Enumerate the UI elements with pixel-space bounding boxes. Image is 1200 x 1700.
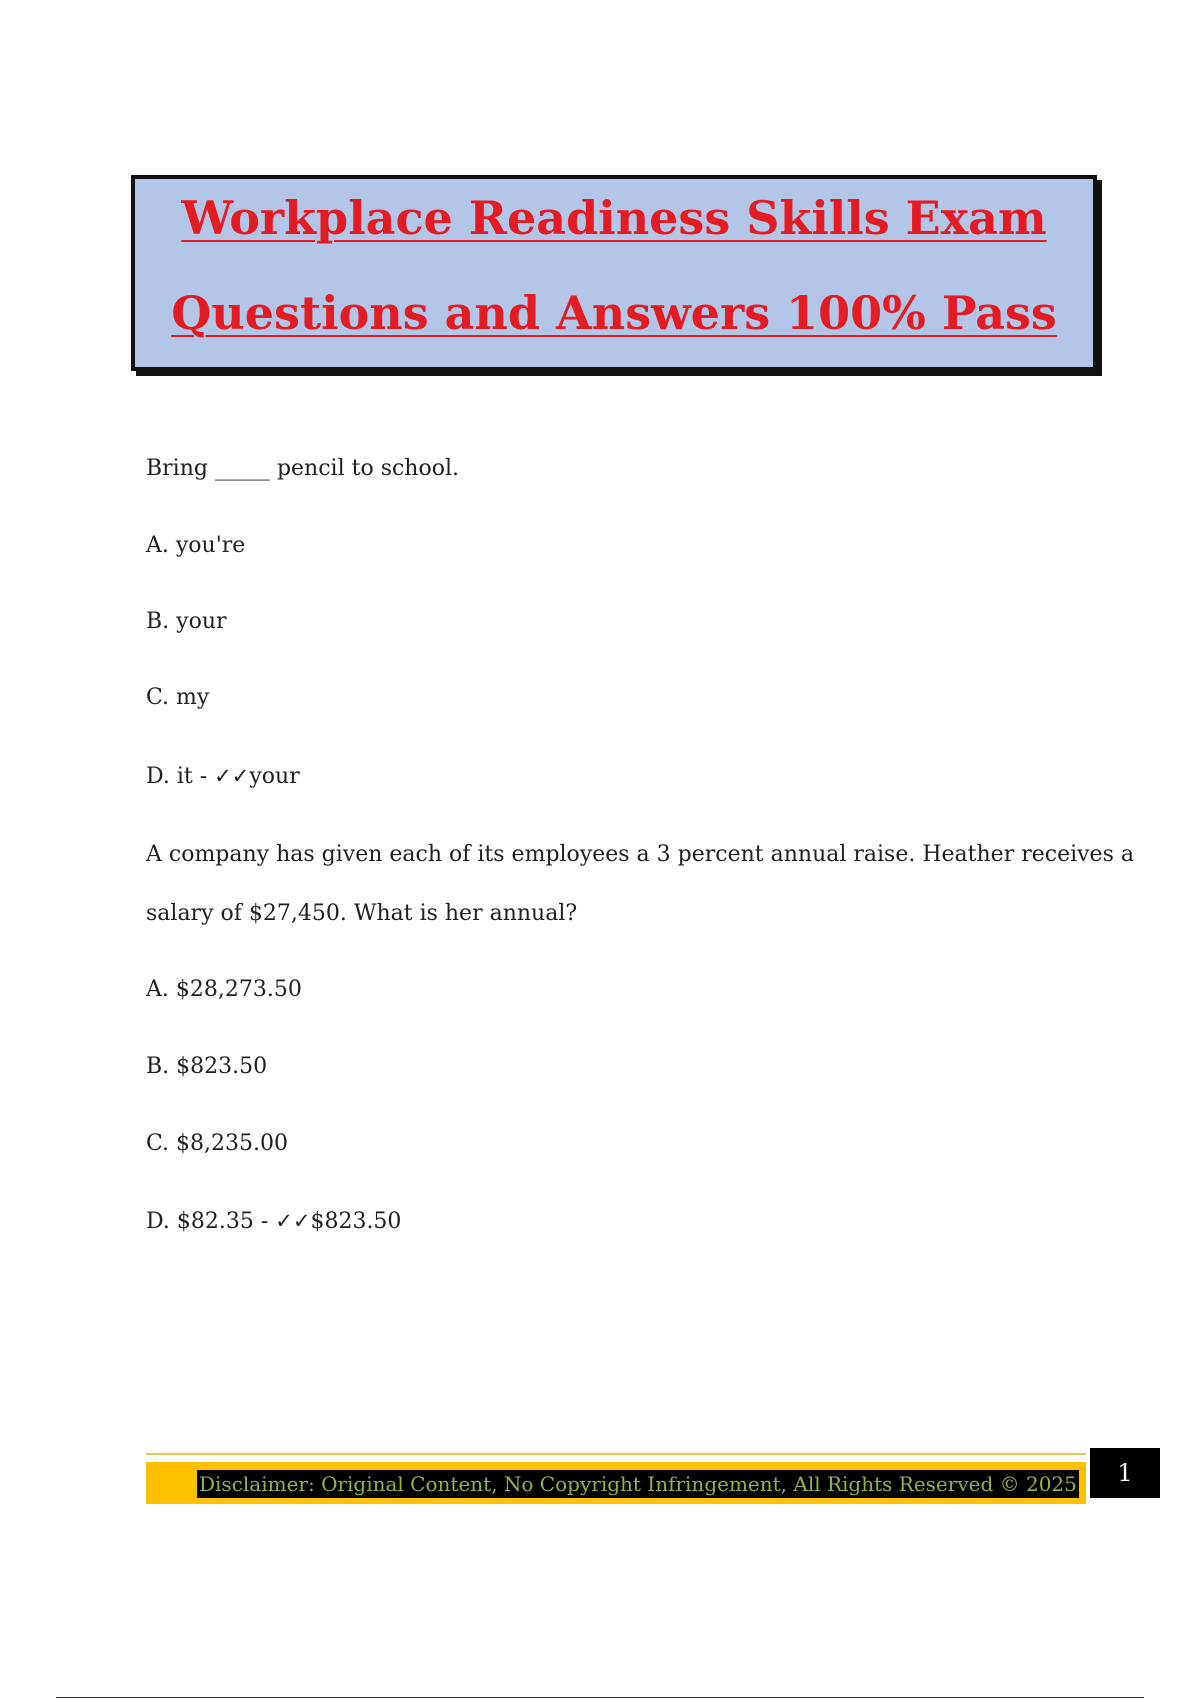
question-2-answer: $823.50	[310, 1209, 402, 1234]
question-2-option-a: A. $28,273.50	[146, 977, 302, 1002]
footer-divider	[146, 1453, 1086, 1455]
question-1-prompt: Bring _____ pencil to school.	[146, 456, 459, 481]
question-1-option-b: B. your	[146, 609, 227, 634]
question-1-option-a: A. you're	[146, 533, 246, 558]
page-bottom-divider	[56, 1697, 1144, 1698]
question-1-option-d-text: D. it -	[146, 764, 208, 789]
title-line-2: Questions and Answers 100% Pass	[171, 286, 1057, 340]
question-2-prompt-line-1: A company has given each of its employees a 3 percent annual raise. Heather receives a	[146, 842, 1134, 867]
page-number: 1	[1090, 1448, 1160, 1498]
checkmark-icon: ✓✓	[275, 1209, 311, 1233]
question-2-prompt-line-2: salary of $27,450. What is her annual?	[146, 901, 578, 926]
question-2-option-b: B. $823.50	[146, 1054, 268, 1079]
question-1-answer: your	[249, 764, 300, 789]
question-1-option-c: C. my	[146, 685, 210, 710]
question-1-option-d	[146, 763, 300, 792]
question-2-option-d	[146, 1208, 401, 1237]
checkmark-icon: ✓✓	[214, 764, 250, 788]
question-2-option-d-text: D. $82.35 -	[146, 1209, 269, 1234]
question-2-option-c: C. $8,235.00	[146, 1131, 289, 1156]
footer-disclaimer: Disclaimer: Original Content, No Copyright Infringement, All Rights Reserved © 2025	[199, 1472, 1077, 1496]
title-banner	[131, 175, 1097, 371]
title-line-1: Workplace Readiness Skills Exam	[181, 191, 1047, 245]
